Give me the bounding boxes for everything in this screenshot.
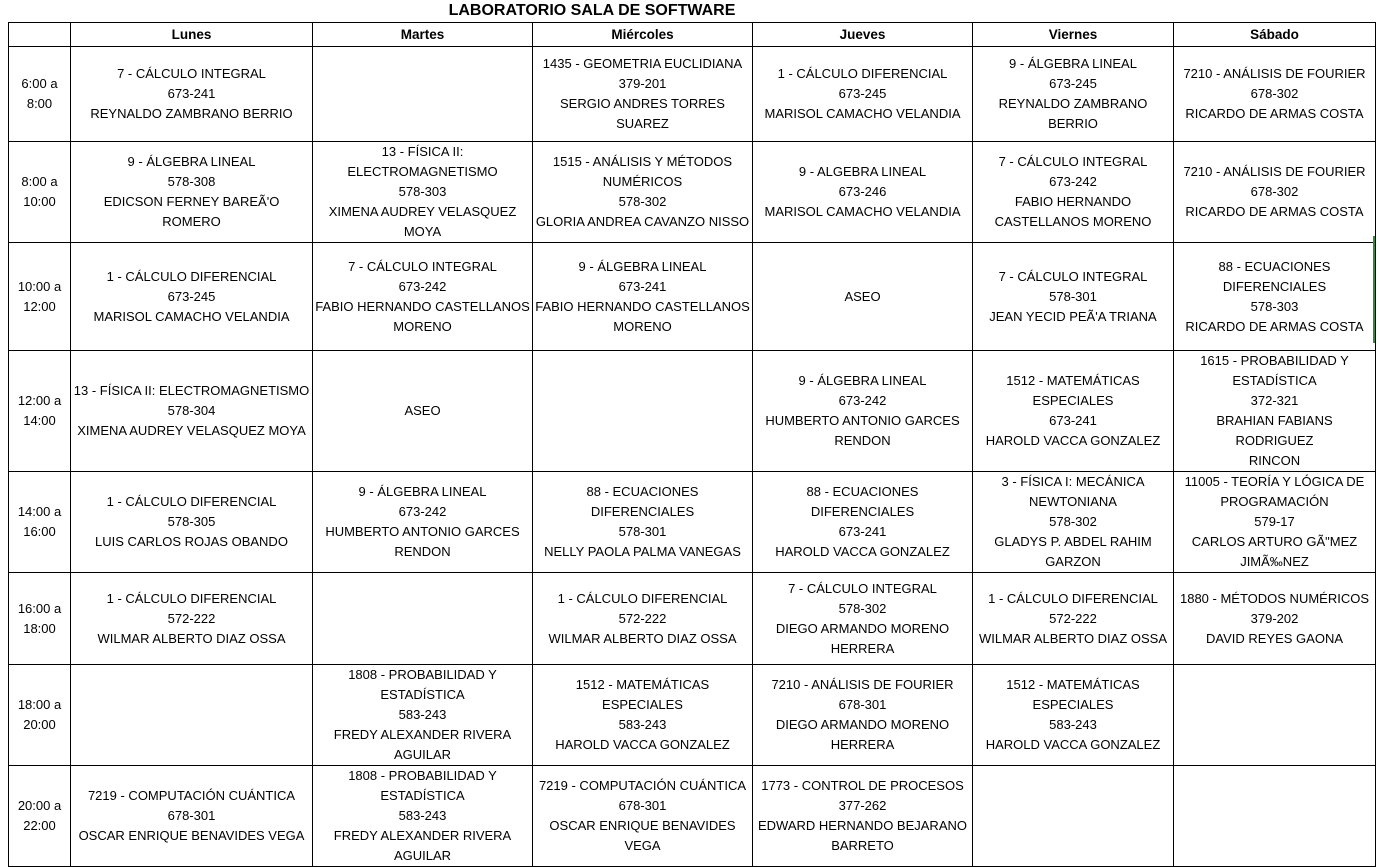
class-cell-line: 377-262 [838, 798, 887, 813]
class-cell-line: 1 - CÁLCULO DIFERENCIAL [988, 590, 1158, 606]
time-slot-line: 16:00 a [17, 600, 62, 616]
class-cell [313, 766, 533, 867]
class-cell-line: 1 - CÁLCULO DIFERENCIAL [106, 268, 277, 284]
class-cell [753, 351, 973, 472]
class-cell [313, 665, 533, 766]
class-cell-line: HAROLD VACCA GONZALEZ [985, 737, 1161, 752]
class-cell-line: 572-222 [618, 610, 667, 626]
class-cell-line: 673-245 [838, 86, 887, 101]
class-cell-line: 673-245 [167, 288, 216, 304]
schedule-row [9, 472, 1376, 573]
class-cell-line: ESPECIALES [1032, 393, 1114, 408]
class-cell-line: 673-245 [1049, 76, 1097, 91]
class-cell-line: 13 - FÍSICA II: ELECTROMAGNETISMO [73, 383, 310, 398]
class-cell-line: EDWARD HERNANDO BEJARANO [758, 818, 967, 833]
class-cell-line: JIMÃ‰NEZ [1240, 554, 1309, 569]
class-cell [973, 351, 1174, 472]
time-slot-line: 12:00 [23, 298, 56, 314]
time-slot-line: 6:00 a [21, 76, 58, 91]
day-header: Jueves [753, 23, 973, 47]
empty-cell [71, 665, 313, 766]
class-cell-line: ASEO [404, 403, 441, 418]
class-cell-line: 7210 - ANÁLISIS DE FOURIER [1183, 164, 1366, 179]
class-cell [313, 243, 533, 351]
class-cell-line: 678-302 [1250, 86, 1299, 101]
class-cell [533, 243, 753, 351]
class-cell-line: XIMENA AUDREY VELASQUEZ MOYA [77, 423, 306, 438]
class-cell-line: 7219 - COMPUTACIÓN CUÁNTICA [538, 778, 747, 793]
class-cell-line: 9 - ALGEBRA LINEAL [798, 164, 927, 179]
class-cell-line: 1512 - MATEMÁTICAS ESPECIALES [575, 677, 710, 712]
class-cell-line: GLADYS P. ABDEL RAHIM [994, 534, 1152, 549]
class-cell-line: 578-303 [1250, 298, 1299, 314]
class-cell-line: RICARDO DE ARMAS COSTA [1185, 318, 1364, 334]
class-cell-line: 579-17 [1254, 514, 1295, 529]
class-cell-line: 673-242 [1049, 174, 1097, 189]
class-cell-line: 1 - CÁLCULO DIFERENCIAL [106, 494, 277, 509]
time-slot-line: 18:00 a [17, 697, 62, 712]
class-cell-line: 578-301 [618, 524, 667, 539]
class-cell-line: EDICSON FERNEY BAREÃ'O ROMERO [103, 194, 280, 229]
class-cell-line: 578-303 [398, 184, 447, 199]
class-cell [313, 472, 533, 573]
class-cell-line: CASTELLANOS MORENO [994, 214, 1152, 229]
class-cell-line: FABIO HERNANDO CASTELLANOS [315, 298, 530, 314]
class-cell [973, 472, 1174, 573]
class-cell-line: 1 - CÁLCULO DIFERENCIAL [557, 590, 728, 606]
class-cell-line: 7 - CÁLCULO INTEGRAL [788, 580, 937, 596]
empty-cell [533, 351, 753, 472]
class-cell-line: ESPECIALES [1032, 697, 1114, 712]
class-cell [71, 243, 313, 351]
class-cell [71, 766, 313, 867]
class-cell-line: NUMÉRICOS [602, 174, 683, 189]
day-header: Martes [313, 23, 533, 47]
class-cell [533, 142, 753, 243]
class-cell-line: GARZON [1045, 554, 1101, 569]
class-cell-line: 578-302 [618, 194, 667, 209]
class-cell-line: 379-201 [618, 76, 667, 91]
class-cell [71, 351, 313, 472]
time-slot-cell [9, 573, 71, 665]
class-cell-line: XIMENA AUDREY VELASQUEZ MOYA [328, 204, 517, 239]
class-cell-line: MARISOL CAMACHO VELANDIA [764, 204, 961, 219]
class-cell-line: 1880 - MÉTODOS NUMÉRICOS [1179, 590, 1370, 606]
class-cell [313, 142, 533, 243]
class-cell-line: 7210 - ANÁLISIS DE FOURIER [1183, 66, 1366, 81]
class-cell-line: FABIO HERNANDO [1014, 194, 1132, 209]
class-cell-line: RICARDO DE ARMAS COSTA [1185, 106, 1364, 121]
class-cell [71, 142, 313, 243]
class-cell-line: LUIS CARLOS ROJAS OBANDO [95, 534, 288, 549]
selection-edge-marker [1373, 236, 1375, 343]
class-cell-line: 372-321 [1250, 393, 1299, 408]
class-cell-line: RENDON [394, 544, 451, 559]
class-cell-line: NEWTONIANA [1029, 494, 1117, 509]
class-cell-line: 9 - ÁLGEBRA LINEAL [127, 154, 256, 169]
class-cell-line: 673-241 [618, 278, 667, 294]
class-cell-line: 678-301 [167, 808, 216, 823]
time-slot-line: 16:00 [23, 524, 56, 539]
class-cell-line: AGUILAR [393, 848, 452, 863]
class-cell [533, 573, 753, 665]
class-cell-line: 583-243 [398, 808, 447, 823]
class-cell-line: 88 - ECUACIONES DIFERENCIALES [586, 484, 699, 519]
class-cell-line: SERGIO ANDRES TORRES SUAREZ [560, 96, 725, 131]
time-slot-line: 22:00 [23, 818, 56, 833]
class-cell-line: MARISOL CAMACHO VELANDIA [764, 106, 961, 121]
time-slot-line: 8:00 a [21, 174, 58, 189]
class-cell-line: 578-304 [167, 403, 216, 418]
class-cell [753, 47, 973, 142]
class-cell-line: 578-308 [167, 174, 216, 189]
empty-cell [313, 47, 533, 142]
class-cell-line: NELLY PAOLA PALMA VANEGAS [544, 544, 741, 559]
class-cell-line: 578-302 [838, 600, 887, 616]
class-cell-line: RINCON [1248, 453, 1301, 468]
class-cell-line: WILMAR ALBERTO DIAZ OSSA [97, 630, 286, 646]
class-cell-line: 678-301 [618, 798, 667, 813]
class-cell-line: DAVID REYES GAONA [1205, 630, 1343, 646]
class-cell [973, 142, 1174, 243]
class-cell-line: JEAN YECID PEÃ'A TRIANA [989, 308, 1157, 324]
class-cell-line: ESTADÍSTICA [1232, 373, 1317, 388]
class-cell [1174, 243, 1376, 351]
class-cell [71, 472, 313, 573]
class-cell [753, 472, 973, 573]
day-header: Sábado [1174, 23, 1376, 47]
class-cell-line: 1435 - GEOMETRIA EUCLIDIANA [542, 56, 743, 71]
class-cell-line: HAROLD VACCA GONZALEZ [985, 433, 1161, 448]
class-cell [753, 142, 973, 243]
class-cell-line: REYNALDO ZAMBRANO BERRIO [998, 96, 1148, 131]
class-cell-line: 578-302 [1049, 514, 1097, 529]
class-cell-line: MORENO [613, 318, 672, 334]
time-slot-line: 8:00 [26, 96, 53, 111]
class-cell-line: 673-242 [838, 393, 887, 408]
class-cell-line: DIFERENCIALES [1222, 278, 1327, 294]
class-cell-line: MORENO [393, 318, 452, 334]
class-cell-line: 7219 - COMPUTACIÓN CUÁNTICA [87, 788, 296, 803]
class-cell-line: FABIO HERNANDO CASTELLANOS [535, 298, 750, 314]
time-slot-cell [9, 142, 71, 243]
class-cell [1174, 142, 1376, 243]
class-cell-line: 583-243 [618, 717, 667, 732]
time-slot-line: 18:00 [23, 620, 56, 636]
class-cell-line: 678-301 [838, 697, 887, 712]
day-header: Miércoles [533, 23, 753, 47]
time-slot-line: 12:00 a [17, 393, 62, 408]
class-cell-line: 1773 - CONTROL DE PROCESOS [761, 778, 964, 793]
class-cell-line: 9 - ÁLGEBRA LINEAL [1009, 56, 1137, 71]
class-cell-line: 673-242 [398, 504, 447, 519]
schedule-row [9, 47, 1376, 142]
schedule-row [9, 766, 1376, 867]
schedule-row [9, 243, 1376, 351]
class-cell-line: RENDON [834, 433, 891, 448]
schedule-row [9, 351, 1376, 472]
class-cell [753, 665, 973, 766]
empty-cell [1174, 766, 1376, 867]
class-cell [753, 573, 973, 665]
time-slot-line: 10:00 a [17, 278, 62, 294]
class-cell-line: WILMAR ALBERTO DIAZ OSSA [978, 630, 1168, 646]
schedule-row [9, 665, 1376, 766]
class-cell-line: 88 - ECUACIONES DIFERENCIALES [806, 484, 919, 519]
time-slot-line: 14:00 [23, 413, 56, 428]
class-cell-line: 379-202 [1250, 610, 1299, 626]
class-cell [1174, 573, 1376, 665]
schedule-row [9, 573, 1376, 665]
class-cell-line: CARLOS ARTURO GÃ"MEZ [1191, 534, 1358, 549]
class-cell-line: 673-246 [838, 184, 887, 199]
class-cell-line: HAROLD VACCA GONZALEZ [555, 737, 730, 752]
class-cell-line: GLORIA ANDREA CAVANZO NISSO [535, 214, 750, 229]
time-slot-cell [9, 472, 71, 573]
class-cell-line: 7210 - ANÁLISIS DE FOURIER [771, 677, 954, 692]
class-cell-line: WILMAR ALBERTO DIAZ OSSA [548, 630, 737, 646]
class-cell-line: HUMBERTO ANTONIO GARCES [765, 413, 960, 428]
class-cell-line: HAROLD VACCA GONZALEZ [775, 544, 950, 559]
class-cell-line: 1808 - PROBABILIDAD Y [348, 768, 497, 783]
class-cell [1174, 472, 1376, 573]
day-header: Viernes [973, 23, 1174, 47]
class-cell-line: 1808 - PROBABILIDAD Y [348, 667, 497, 682]
class-cell-line: 673-241 [1049, 413, 1097, 428]
time-slot-line: 14:00 a [17, 504, 62, 519]
class-cell-line: 572-222 [1049, 610, 1097, 626]
class-cell-line: REYNALDO ZAMBRANO BERRIO [90, 106, 293, 121]
day-header: Lunes [71, 23, 313, 47]
header-row [9, 23, 1376, 47]
class-cell [1174, 351, 1376, 472]
time-slot-cell [9, 766, 71, 867]
time-slot-cell [9, 47, 71, 142]
class-cell-line: ELECTROMAGNETISMO [347, 164, 498, 179]
empty-cell [1174, 665, 1376, 766]
class-cell-line: 578-301 [1049, 288, 1097, 304]
class-cell-line: 3 - FÍSICA I: MECÁNICA [1001, 474, 1145, 489]
class-cell-line: 673-241 [838, 524, 887, 539]
class-cell-line: 583-243 [1049, 717, 1097, 732]
class-cell [753, 766, 973, 867]
class-cell-line: OSCAR ENRIQUE BENAVIDES VEGA [78, 828, 305, 843]
class-cell-line: 9 - ÁLGEBRA LINEAL [798, 373, 927, 388]
time-slot-cell [9, 665, 71, 766]
time-slot-line: 10:00 [23, 194, 56, 209]
class-cell-line: HERRERA [830, 737, 895, 752]
class-cell [71, 573, 313, 665]
class-cell [533, 472, 753, 573]
class-cell-line: 1512 - MATEMÁTICAS [1006, 373, 1140, 388]
class-cell-line: PROGRAMACIÓN [1220, 494, 1329, 509]
class-cell-line: 7 - CÁLCULO INTEGRAL [348, 258, 497, 274]
empty-cell [973, 766, 1174, 867]
class-cell-line: 13 - FÍSICA II: [381, 144, 464, 159]
corner-cell [9, 23, 71, 47]
class-cell-line: 583-243 [398, 707, 447, 722]
class-cell-line: BARRETO [831, 838, 894, 853]
class-cell [533, 47, 753, 142]
class-cell [973, 665, 1174, 766]
class-cell-line: 11005 - TEORÍA Y LÓGICA DE [1184, 474, 1365, 489]
class-cell [313, 351, 533, 472]
class-cell-line: ESTADÍSTICA [380, 788, 465, 803]
class-cell-line: 88 - ECUACIONES [1218, 258, 1331, 274]
class-cell [753, 243, 973, 351]
class-cell-line: 7 - CÁLCULO INTEGRAL [998, 268, 1148, 284]
class-cell-line: 1 - CÁLCULO DIFERENCIAL [106, 590, 277, 606]
page-title: LABORATORIO SALA DE SOFTWARE [448, 2, 736, 19]
class-cell [973, 573, 1174, 665]
class-cell-line: BRAHIAN FABIANS RODRIGUEZ [1216, 413, 1333, 448]
class-cell-line: DIEGO ARMANDO MORENO [775, 717, 950, 732]
empty-cell [313, 573, 533, 665]
class-cell-line: ESTADÍSTICA [380, 687, 465, 702]
class-cell [973, 243, 1174, 351]
class-cell-line: FREDY ALEXANDER RIVERA [333, 727, 512, 742]
class-cell [533, 766, 753, 867]
class-cell [973, 47, 1174, 142]
class-cell-line: FREDY ALEXANDER RIVERA [333, 828, 512, 843]
time-slot-cell [9, 351, 71, 472]
class-cell-line: 678-302 [1250, 184, 1299, 199]
class-cell-line: ASEO [844, 288, 881, 304]
class-cell [1174, 47, 1376, 142]
class-cell-line: 7 - CÁLCULO INTEGRAL [117, 66, 266, 81]
class-cell-line: 673-242 [398, 278, 447, 294]
class-cell-line: 673-241 [167, 86, 216, 101]
class-cell-line: HUMBERTO ANTONIO GARCES [325, 524, 520, 539]
class-cell-line: 1512 - MATEMÁTICAS [1006, 677, 1140, 692]
class-cell-line: 1 - CÁLCULO DIFERENCIAL [777, 66, 948, 81]
time-slot-line: 20:00 [23, 717, 56, 732]
class-cell-line: OSCAR ENRIQUE BENAVIDES VEGA [549, 818, 736, 853]
class-cell-line: 9 - ÁLGEBRA LINEAL [358, 484, 487, 499]
class-cell-line: 9 - ÁLGEBRA LINEAL [578, 258, 707, 274]
class-cell-line: AGUILAR [393, 747, 452, 762]
schedule-table [8, 22, 1376, 867]
class-cell-line: RICARDO DE ARMAS COSTA [1185, 204, 1364, 219]
class-cell-line: 7 - CÁLCULO INTEGRAL [998, 154, 1148, 169]
class-cell-line: 578-305 [167, 514, 216, 529]
time-slot-cell [9, 243, 71, 351]
class-cell [71, 47, 313, 142]
class-cell-line: 572-222 [167, 610, 216, 626]
class-cell [533, 665, 753, 766]
class-cell-line: DIEGO ARMANDO MORENO [775, 620, 950, 636]
class-cell-line: 1615 - PROBABILIDAD Y [1200, 353, 1349, 368]
time-slot-line: 20:00 a [17, 798, 62, 813]
class-cell-line: HERRERA [830, 640, 895, 656]
class-cell-line: 1515 - ANÁLISIS Y MÉTODOS [552, 154, 733, 169]
class-cell-line: MARISOL CAMACHO VELANDIA [93, 308, 290, 324]
schedule-row [9, 142, 1376, 243]
